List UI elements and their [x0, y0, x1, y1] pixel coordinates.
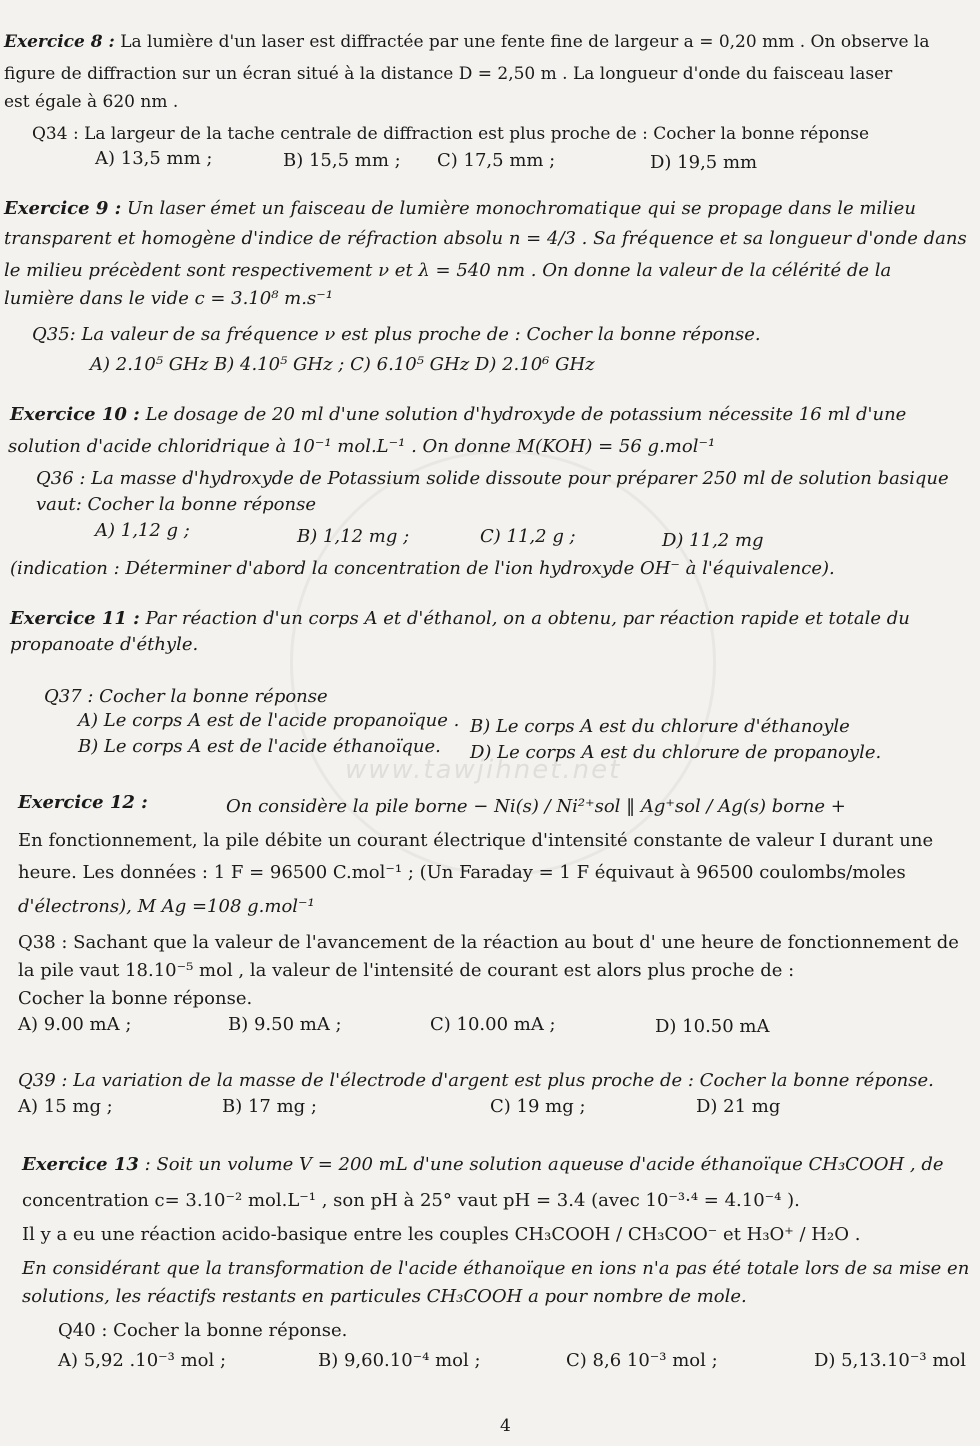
- q36-option-d[interactable]: D) 11,2 mg: [662, 530, 764, 551]
- ex9-line2: transparent et homogène d'indice de réfraction absolu n = 4/3 . Sa fréquence et sa longueur d'onde dans: [4, 228, 967, 249]
- q34-option-b[interactable]: B) 15,5 mm ;: [283, 150, 401, 171]
- q37-option-b[interactable]: B) Le corps A est du chlorure d'éthanoyle: [470, 716, 850, 737]
- ex9-line4: lumière dans le vide c = 3.10⁸ m.s⁻¹: [4, 288, 333, 309]
- ex10-line2: solution d'acide chloridrique à 10⁻¹ mol.L⁻¹ . On donne M(KOH) = 56 g.mol⁻¹: [8, 436, 716, 457]
- q37-option-d[interactable]: D) Le corps A est du chlorure de propanoyle.: [470, 742, 882, 763]
- ex11-title: Exercice 11 :: [10, 608, 140, 629]
- ex9-title: Exercice 9 :: [4, 198, 122, 219]
- q38-question-line3: Cocher la bonne réponse.: [18, 988, 253, 1009]
- ex12-line1: En fonctionnement, la pile débite un courant électrique d'intensité constante de valeur I durant une: [18, 830, 934, 851]
- ex13-line2: concentration c= 3.10⁻² mol.L⁻¹ , son pH à 25° vaut pH = 3.4 (avec 10⁻³·⁴ = 4.10⁻⁴ ).: [22, 1190, 800, 1211]
- ex13-text1: : Soit un volume V = 200 mL d'une solution aqueuse d'acide éthanoïque CH₃COOH , de: [144, 1154, 944, 1175]
- q38-option-a[interactable]: A) 9.00 mA ;: [18, 1014, 132, 1035]
- ex13-line5: solutions, les réactifs restants en particules CH₃COOH a pour nombre de mole.: [22, 1286, 747, 1307]
- ex10-line1: [10, 404, 906, 425]
- ex8-title: Exercice 8 :: [4, 32, 115, 52]
- ex13-title: Exercice 13: [22, 1154, 139, 1175]
- q39-option-c[interactable]: C) 19 mg ;: [490, 1096, 586, 1117]
- ex10-title: Exercice 10 :: [10, 404, 140, 425]
- q34-option-c[interactable]: C) 17,5 mm ;: [437, 150, 556, 171]
- ex13-line3: Il y a eu une réaction acido-basique entre les couples CH₃COOH / CH₃COO⁻ et H₃O⁺ / H₂O .: [22, 1224, 861, 1245]
- ex12-pile: On considère la pile borne − Ni(s) / Ni²⁺sol ‖ Ag⁺sol / Ag(s) borne +: [226, 796, 846, 817]
- q34-option-d[interactable]: D) 19,5 mm: [650, 152, 758, 173]
- ex9-line1: [4, 198, 916, 219]
- q37-option-b2[interactable]: B) Le corps A est de l'acide éthanoïque.: [78, 736, 441, 757]
- q39-option-b[interactable]: B) 17 mg ;: [222, 1096, 317, 1117]
- ex13-line4: En considérant que la transformation de l'acide éthanoïque en ions n'a pas été totale lors de sa mise en: [22, 1258, 970, 1279]
- q36-option-b[interactable]: B) 1,12 mg ;: [297, 526, 410, 547]
- q36-indication: (indication : Déterminer d'abord la concentration de l'ion hydroxyde OH⁻ à l'équivalence).: [10, 558, 835, 579]
- ex13-line1: [22, 1154, 944, 1175]
- q34-question: Q34 : La largeur de la tache centrale de diffraction est plus proche de : Cocher la bonne réponse: [32, 124, 870, 144]
- page-number: 4: [500, 1416, 511, 1436]
- q39-option-a[interactable]: A) 15 mg ;: [18, 1096, 113, 1117]
- q36-question-line2: vaut: Cocher la bonne réponse: [36, 494, 317, 515]
- q35-options[interactable]: A) 2.10⁵ GHz B) 4.10⁵ GHz ; C) 6.10⁵ GHz D) 2.10⁶ GHz: [90, 354, 595, 375]
- q38-option-c[interactable]: C) 10.00 mA ;: [430, 1014, 556, 1035]
- q38-question-line1: Q38 : Sachant que la valeur de l'avancement de la réaction au bout d' une heure de fonctionnement de: [18, 932, 959, 953]
- watermark-text: www.tawjihnet.net: [345, 755, 622, 785]
- q36-question-line1: Q36 : La masse d'hydroxyde de Potassium solide dissoute pour préparer 250 ml de solution basique: [36, 468, 949, 489]
- ex10-text1: Le dosage de 20 ml d'une solution d'hydroxyde de potassium nécessite 16 ml d'une: [145, 404, 907, 425]
- q40-question: Q40 : Cocher la bonne réponse.: [58, 1320, 348, 1341]
- q39-question: Q39 : La variation de la masse de l'électrode d'argent est plus proche de : Cocher la bonne réponse.: [18, 1070, 934, 1091]
- ex8-line1: [4, 32, 930, 52]
- q37-option-a[interactable]: A) Le corps A est de l'acide propanoïque .: [78, 710, 460, 731]
- q34-option-a[interactable]: A) 13,5 mm ;: [95, 148, 213, 169]
- q36-option-a[interactable]: A) 1,12 g ;: [95, 520, 190, 541]
- q35-question: Q35: La valeur de sa fréquence ν est plus proche de : Cocher la bonne réponse.: [32, 324, 761, 345]
- q37-question: Q37 : Cocher la bonne réponse: [44, 686, 328, 707]
- ex11-text1: Par réaction d'un corps A et d'éthanol, on a obtenu, par réaction rapide et totale du: [145, 608, 910, 629]
- q40-option-c[interactable]: C) 8,6 10⁻³ mol ;: [566, 1350, 718, 1371]
- q38-option-d[interactable]: D) 10.50 mA: [655, 1016, 770, 1037]
- ex8-line2: figure de diffraction sur un écran situé à la distance D = 2,50 m . La longueur d'onde du faisceau laser: [4, 64, 893, 84]
- ex12-title: Exercice 12 :: [18, 792, 148, 813]
- q40-option-b[interactable]: B) 9,60.10⁻⁴ mol ;: [318, 1350, 481, 1371]
- q38-question-line2: la pile vaut 18.10⁻⁵ mol , la valeur de l'intensité de courant est alors plus proche de :: [18, 960, 795, 981]
- q38-option-b[interactable]: B) 9.50 mA ;: [228, 1014, 342, 1035]
- q39-option-d[interactable]: D) 21 mg: [696, 1096, 781, 1117]
- q40-option-d[interactable]: D) 5,13.10⁻³ mol: [814, 1350, 966, 1371]
- ex9-line3: le milieu précèdent sont respectivement ν et λ = 540 nm . On donne la valeur de la célérité de la: [4, 260, 892, 281]
- ex8-line3: est égale à 620 nm .: [4, 92, 179, 112]
- q40-option-a[interactable]: A) 5,92 .10⁻³ mol ;: [58, 1350, 227, 1371]
- ex11-line1: [10, 608, 910, 629]
- ex8-text1: La lumière d'un laser est diffractée par une fente fine de largeur a = 0,20 mm . On observe la: [120, 32, 930, 52]
- ex11-line2: propanoate d'éthyle.: [10, 634, 199, 655]
- ex12-line3: d'électrons), M Ag =108 g.mol⁻¹: [18, 896, 315, 917]
- ex12-line2: heure. Les données : 1 F = 96500 C.mol⁻¹ ; (Un Faraday = 1 F équivaut à 96500 coulombs/moles: [18, 862, 906, 883]
- ex9-text1: Un laser émet un faisceau de lumière monochromatique qui se propage dans le milieu: [127, 198, 916, 219]
- q36-option-c[interactable]: C) 11,2 g ;: [480, 526, 576, 547]
